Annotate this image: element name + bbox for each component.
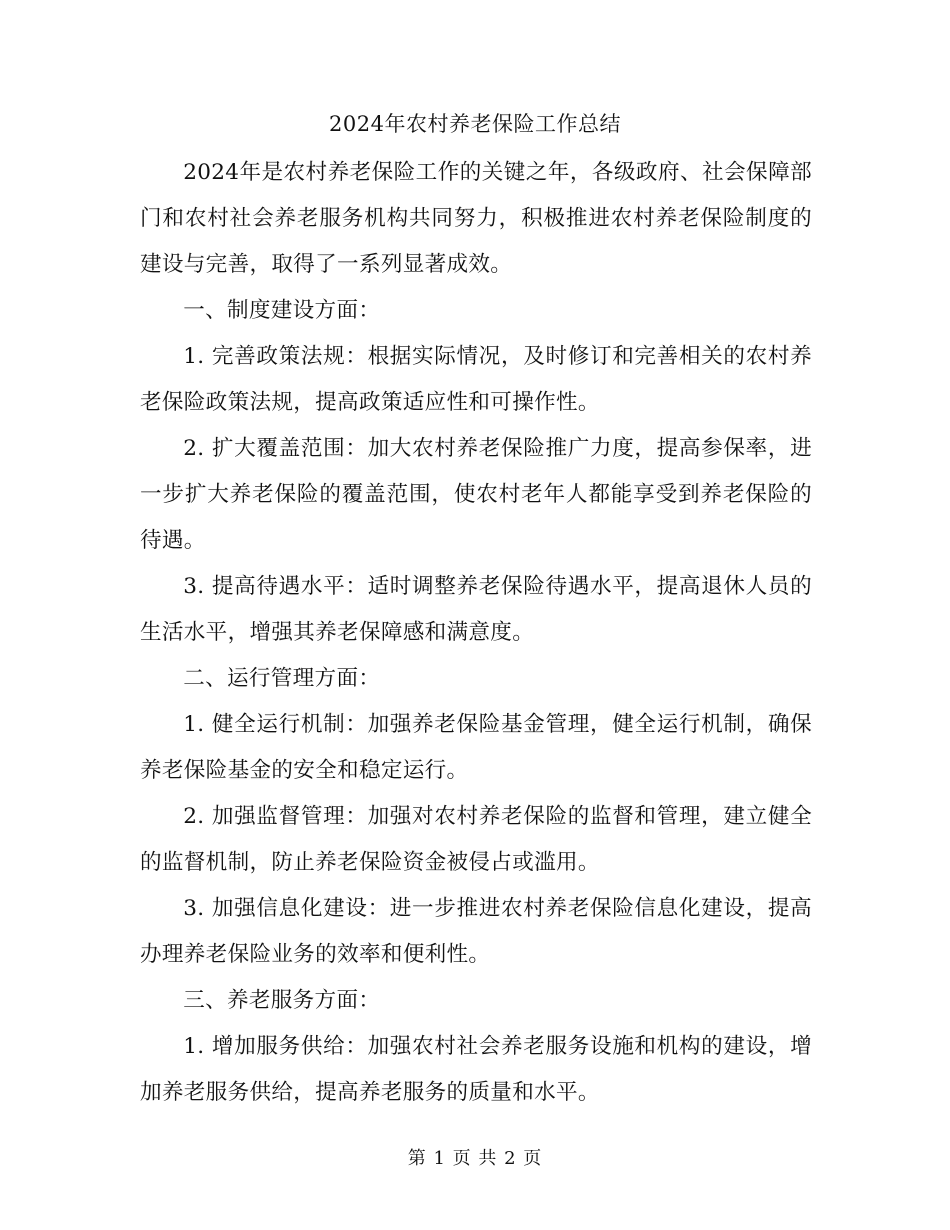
- list-item: 3. 提高待遇水平：适时调整养老保险待遇水平，提高退休人员的生活水平，增强其养老保障感和满意度。: [140, 574, 812, 645]
- document-title: 2024年农村养老保险工作总结: [329, 112, 621, 136]
- list-item: 3. 加强信息化建设：进一步推进农村养老保险信息化建设，提高办理养老保险业务的效率和便利性。: [140, 896, 812, 967]
- intro-paragraph: 2024年是农村养老保险工作的关键之年，各级政府、社会保障部门和农村社会养老服务机构共同努力，积极推进农村养老保险制度的建设与完善，取得了一系列显著成效。: [140, 160, 812, 277]
- section-heading-service: 三、养老服务方面：: [183, 988, 381, 1013]
- list-item: 1. 增加服务供给：加强农村社会养老服务设施和机构的建设，增加养老服务供给，提高养老服务的质量和水平。: [140, 1034, 812, 1105]
- list-item: 2. 扩大覆盖范围：加大农村养老保险推广力度，提高参保率，进一步扩大养老保险的覆盖范围，使农村老年人都能享受到养老保险的待遇。: [140, 436, 812, 553]
- section-heading-operation: 二、运行管理方面：: [183, 666, 381, 691]
- list-item: 2. 加强监督管理：加强对农村养老保险的监督和管理，建立健全的监督机制，防止养老保险资金被侵占或滥用。: [140, 804, 812, 875]
- page-number-footer: 第 1 页 共 2 页: [407, 1148, 543, 1169]
- document-body: [140, 150, 812, 1116]
- section-heading-system: 一、制度建设方面：: [183, 298, 381, 323]
- list-item: 1. 完善政策法规：根据实际情况，及时修订和完善相关的农村养老保险政策法规，提高政策适应性和可操作性。: [140, 344, 812, 415]
- list-item: 1. 健全运行机制：加强养老保险基金管理，健全运行机制，确保养老保险基金的安全和稳定运行。: [140, 712, 812, 783]
